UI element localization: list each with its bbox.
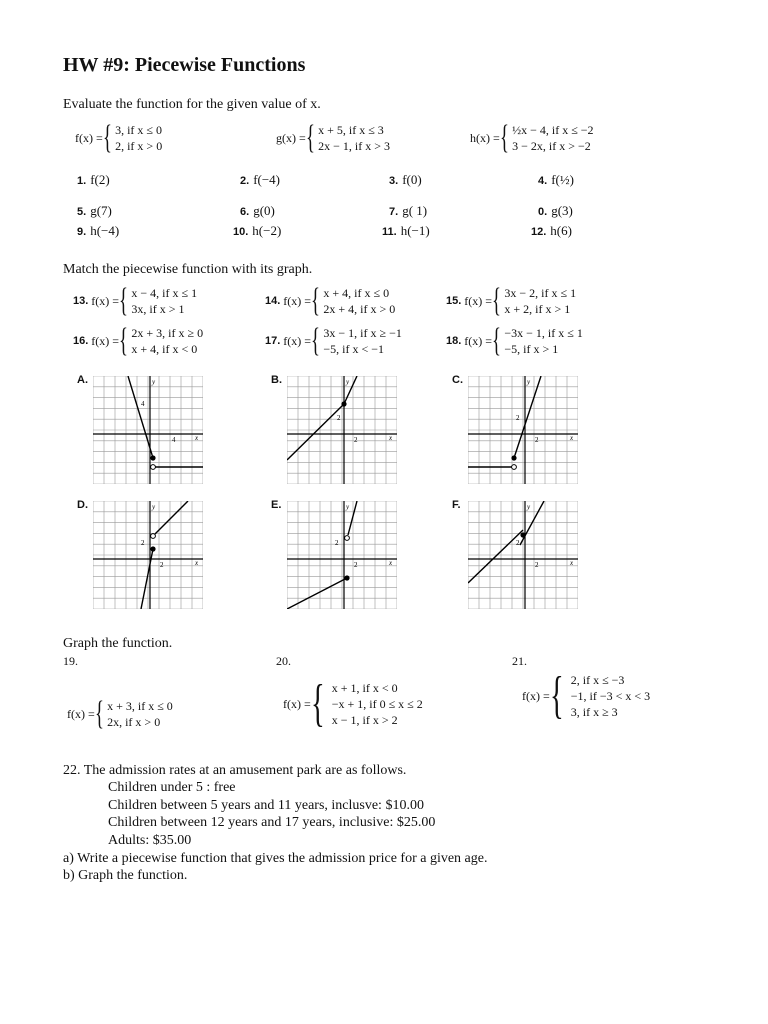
x-axis-label: x: [389, 434, 393, 442]
part-a: a) Write a piecewise function that gives the admission price for a given age.: [63, 851, 488, 866]
brace-icon: {: [102, 119, 112, 156]
graph-e: [287, 501, 397, 609]
y-tick-label: 2: [141, 539, 145, 547]
graph-label-e: E.: [271, 499, 282, 511]
graph-function-19: f(x) = { x + 3, if x ≤ 0 2x, if x > 0: [67, 695, 173, 732]
match-function-14: 14. f(x) = { x + 4, if x ≤ 0 2x + 4, if x > 0: [265, 282, 396, 319]
graph-label-f: F.: [452, 499, 461, 511]
y-axis-label: y: [346, 378, 350, 386]
section2-instruction: Match the piecewise function with its graph.: [63, 262, 313, 277]
x-tick-label: 2: [160, 561, 164, 569]
problem-2: 2. f(−4): [240, 172, 281, 187]
grid-lines: [287, 376, 397, 484]
match-function-15: 15. f(x) = { 3x − 2, if x ≤ 1 x + 2, if x > 1: [446, 282, 577, 319]
problem-4: 4. f(½): [538, 172, 574, 187]
x-axis-label: x: [195, 559, 199, 567]
problem-19-number: 19.: [63, 654, 78, 668]
graph-label-b: B.: [271, 374, 282, 386]
case-line: 3, if x ≤ 0: [115, 123, 163, 137]
case-line: 3 − 2x, if x > −2: [512, 139, 591, 153]
brace-icon: {: [549, 667, 564, 724]
match-function-18: 18. f(x) = { −3x − 1, if x ≤ 1 −5, if x > 1: [446, 322, 583, 359]
x-tick-label: 4: [172, 436, 176, 444]
x-tick-label: 2: [535, 436, 539, 444]
graph-line-left: [141, 549, 153, 609]
y-tick-label: 2: [516, 539, 520, 547]
closed-point: [150, 546, 155, 551]
graph-line-left: [128, 376, 153, 458]
function-h-definition: [470, 121, 594, 155]
brace-icon: {: [311, 322, 321, 359]
graph-line-right: [520, 501, 544, 545]
y-tick-label: 2: [335, 539, 339, 547]
graph-d: [93, 501, 203, 609]
problem-3: 3. f(0): [389, 172, 422, 187]
graph-function-21: f(x) = { 2, if x ≤ −3 −1, if −3 < x < 3 3, if x ≥ 3: [522, 667, 651, 724]
case-line: 2, if x > 0: [115, 139, 163, 153]
brace-icon: {: [311, 282, 321, 319]
problem-5: 5. g(7): [77, 203, 112, 218]
graph-label-a: A.: [77, 374, 88, 386]
problem-6: 6. g(0): [240, 203, 275, 218]
rate-line: Children between 12 years and 17 years, inclusive: $25.00: [108, 815, 436, 830]
brace-icon: {: [305, 119, 315, 156]
problem-9: 9. h(−4): [77, 223, 120, 238]
x-axis-label: x: [570, 559, 574, 567]
open-point: [512, 465, 517, 470]
graph-line-left: [468, 530, 523, 583]
function-lhs: g(x) =: [276, 130, 306, 145]
brace-icon: {: [499, 119, 509, 156]
problem-1: 1. f(2): [77, 172, 110, 187]
open-point: [151, 465, 156, 470]
match-function-17: 17. f(x) = { 3x − 1, if x ≥ −1 −5, if x < −1: [265, 322, 402, 359]
graph-label-c: C.: [452, 374, 463, 386]
problem-11: 11. h(−1): [382, 223, 430, 238]
grid-lines: [468, 501, 578, 609]
problem-20-number: 20.: [276, 654, 291, 668]
graph-function-20: f(x) = { x + 1, if x < 0 −x + 1, if 0 ≤ x ≤ 2 x − 1, if x > 2: [283, 675, 423, 732]
rate-line: Children between 5 years and 11 years, inclusve: $10.00: [108, 798, 424, 813]
closed-point: [344, 575, 349, 580]
problem-22-intro: 22. The admission rates at an amusement park are as follows.: [63, 763, 407, 778]
brace-icon: {: [492, 282, 502, 319]
function-f-definition: [75, 121, 162, 155]
grid-lines: [93, 501, 203, 609]
match-function-16: 16. f(x) = { 2x + 3, if x ≥ 0 x + 4, if x < 0: [73, 322, 204, 359]
graph-line-right: [155, 501, 188, 534]
y-tick-label: 2: [516, 414, 520, 422]
x-tick-label: 2: [354, 436, 358, 444]
y-axis-label: y: [527, 378, 531, 386]
problem-10: 10. h(−2): [233, 223, 282, 238]
rate-line: Adults: $35.00: [108, 833, 192, 848]
graph-line-right: [348, 501, 357, 535]
graph-label-d: D.: [77, 499, 88, 511]
case-line: x + 5, if x ≤ 3: [318, 123, 384, 137]
graph-f: [468, 501, 578, 609]
x-axis-label: x: [389, 559, 393, 567]
section3-instruction: Graph the function.: [63, 636, 173, 651]
x-tick-label: 2: [354, 561, 358, 569]
x-axis-label: x: [570, 434, 574, 442]
y-axis-label: y: [152, 378, 156, 386]
y-tick-label: 2: [337, 414, 341, 422]
grid-lines: [287, 501, 397, 609]
function-g-definition: [276, 121, 390, 155]
case-line: ½x − 4, if x ≤ −2: [512, 123, 594, 137]
case-line: 2x − 1, if x > 3: [318, 139, 390, 153]
graph-c: [468, 376, 578, 484]
open-point: [345, 536, 350, 541]
function-lhs: f(x) =: [75, 130, 103, 145]
brace-icon: {: [94, 695, 104, 732]
section1-instruction: Evaluate the function for the given value of x.: [63, 97, 321, 112]
closed-point: [150, 455, 155, 460]
graph-a: [93, 376, 203, 484]
grid-lines: [93, 376, 203, 484]
function-lhs: h(x) =: [470, 130, 500, 145]
brace-icon: {: [119, 322, 129, 359]
rate-line: Children under 5 : free: [108, 780, 236, 795]
brace-icon: {: [119, 282, 129, 319]
graph-b: [287, 376, 397, 484]
problem-7: 7. g( 1): [389, 203, 428, 218]
problem-21-number: 21.: [512, 654, 527, 668]
problem-12: 12. h(6): [531, 223, 572, 238]
brace-icon: {: [492, 322, 502, 359]
y-axis-label: y: [346, 503, 350, 511]
page-title: HW #9: Piecewise Functions: [63, 54, 306, 76]
graph-line-left: [287, 578, 347, 609]
match-function-13: 13. f(x) = { x − 4, if x ≤ 1 3x, if x > 1: [73, 282, 198, 319]
y-axis-label: y: [152, 503, 156, 511]
x-tick-label: 2: [535, 561, 539, 569]
open-point: [151, 534, 156, 539]
y-axis-label: y: [527, 503, 531, 511]
brace-icon: {: [310, 675, 325, 732]
problem-8: 0. g(3): [538, 203, 573, 218]
x-axis-label: x: [195, 434, 199, 442]
y-tick-label: 4: [141, 400, 145, 408]
part-b: b) Graph the function.: [63, 868, 188, 883]
